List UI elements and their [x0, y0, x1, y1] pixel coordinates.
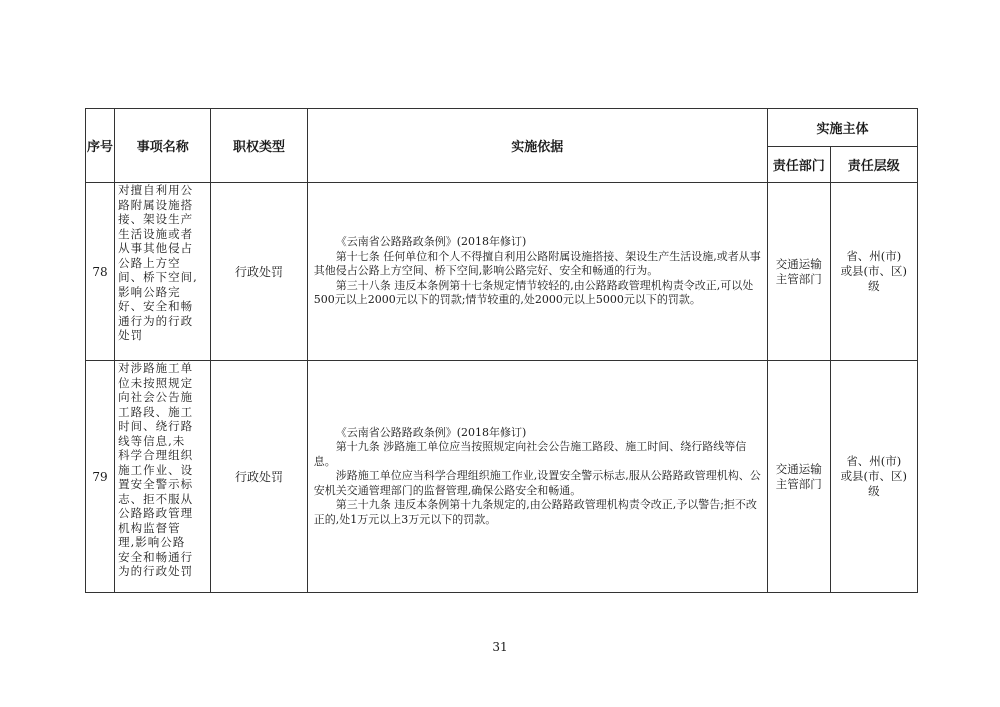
- row-level: 省、州(市) 或县(市、区) 级: [830, 361, 917, 593]
- row-name: 对涉路施工单 位未按照规定 向社会公告施 工路段、施工 时间、绕行路 线等信息,未 科学合理组织 施工作业、设 置安全警示标 志、拒不服从 公路路政管理 机构监督管 理,影响公路 安全和畅通行 为的行政处罚: [115, 361, 211, 593]
- header-type: 职权类型: [211, 109, 307, 183]
- row-type: 行政处罚: [211, 183, 307, 361]
- header-level: 责任层级: [830, 147, 917, 183]
- row-type: 行政处罚: [211, 361, 307, 593]
- header-name: 事项名称: [115, 109, 211, 183]
- row-name: 对擅自利用公 路附属设施搭 接、架设生产 生活设施或者 从事其他侵占 公路上方空 间、桥下空间, 影响公路完 好、安全和畅 通行为的行政 处罚: [115, 183, 211, 361]
- header-seq: 序号: [86, 109, 115, 183]
- row-seq: 79: [86, 361, 115, 593]
- row-level: 省、州(市) 或县(市、区) 级: [830, 183, 917, 361]
- table-row: [86, 183, 918, 361]
- page-number: 31: [492, 640, 508, 654]
- enforcement-table: [85, 108, 918, 593]
- table-row: [86, 361, 918, 593]
- header-basis: 实施依据: [307, 109, 767, 183]
- row-seq: 78: [86, 183, 115, 361]
- header-subject: 实施主体: [767, 109, 917, 147]
- header-dept: 责任部门: [767, 147, 830, 183]
- row-basis: 《云南省公路路政条例》(2018年修订) 第十七条 任何单位和个人不得擅自利用公路附属设施搭接、架设生产生活设施,或者从事其他侵占公路上方空间、桥下空间,影响公路完好、安全和畅通的行为。 第三十八条 违反本条例第十七条规定情节较轻的,由公路路政管理机构责令改正,可以处500元以上2000元以下的罚款;情节较重的,处2000元以上5000元以下的罚款。: [307, 183, 767, 361]
- row-dept: 交通运输 主管部门: [767, 361, 830, 593]
- row-basis: 《云南省公路路政条例》(2018年修订) 第十九条 涉路施工单位应当按照规定向社会公告施工路段、施工时间、绕行路线等信息。 涉路施工单位应当科学合理组织施工作业,设置安全警示标志,服从公路路政管理机构、公安机关交通管理部门的监督管理,确保公路安全和畅通。 第三十九条 违反本条例第十九条规定的,由公路路政管理机构责令改正,予以警告;拒不改正的,处1万元以上3万元以下的罚款。: [307, 361, 767, 593]
- row-dept: 交通运输 主管部门: [767, 183, 830, 361]
